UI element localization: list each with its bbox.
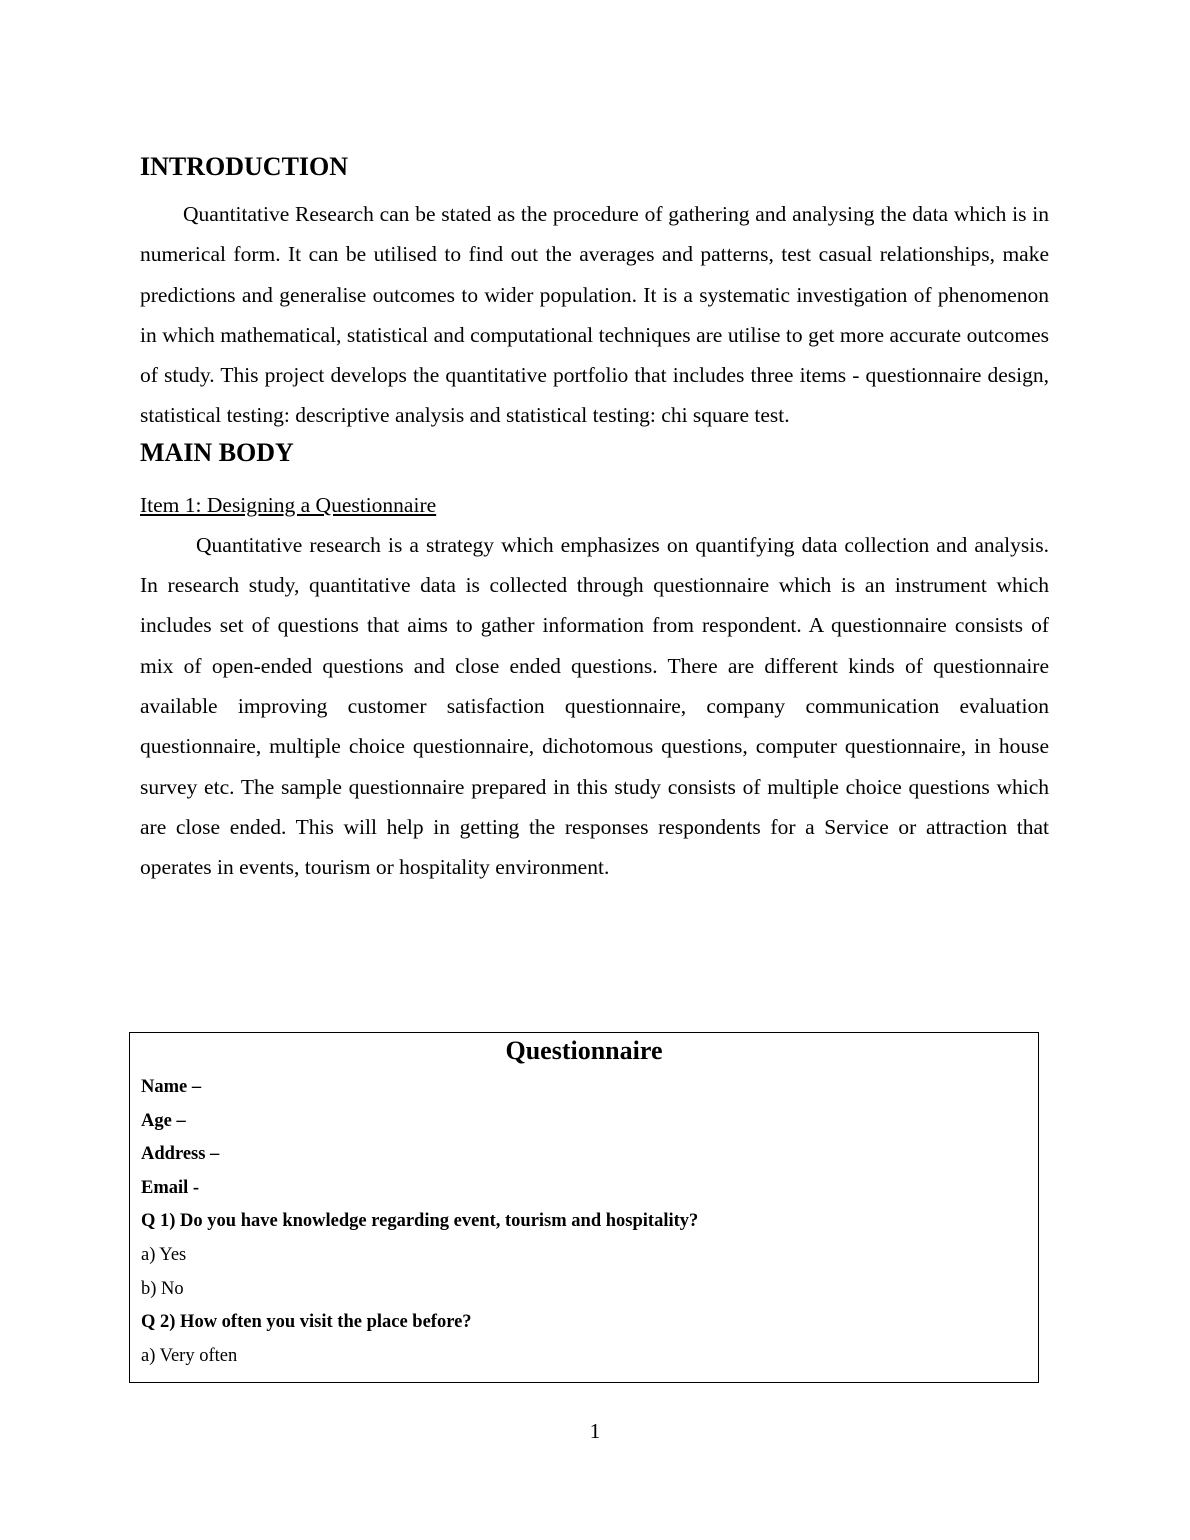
questionnaire-box <box>129 1032 1039 1383</box>
item1-heading: Item 1: Designing a Questionnaire <box>140 492 437 517</box>
q1-question: Q 1) Do you have knowledge regarding event, tourism and hospitality? <box>141 1211 699 1232</box>
item1-paragraph: Quantitative research is a strategy which emphasizes on quantifying data collection and analysis. In research study, quantitative data is collected through questionnaire which is an instrument which includes set of questions that aims to gather information from respondent. A questionnaire consists of mix of open-ended questions and close ended questions. There are different kinds of questionnaire available improving customer satisfaction questionnaire, company communication evaluation questionnaire, multiple choice questionnaire, dichotomous questions, computer questionnaire, in house survey etc. The sample questionnaire prepared in this study consists of multiple choice questions which are close ended. This will help in getting the responses respondents for a Service or attraction that operates in events, tourism or hospitality environment. <box>140 532 1049 880</box>
page-number: 1 <box>589 1419 601 1443</box>
name-label: Name – <box>141 1077 202 1097</box>
q2-question: Q 2) How often you visit the place before? <box>141 1312 472 1333</box>
age-label: Age – <box>141 1110 186 1131</box>
page-content <box>140 150 1049 887</box>
address-label: Address – <box>141 1144 220 1165</box>
questionnaire-title: Questionnaire <box>505 1036 663 1065</box>
introduction-heading: INTRODUCTION <box>140 152 349 181</box>
q2-option-a: a) Very often <box>141 1345 238 1366</box>
q1-option-a: a) Yes <box>141 1244 187 1265</box>
main-body-heading: MAIN BODY <box>140 437 294 467</box>
email-label: Email - <box>141 1177 200 1198</box>
introduction-paragraph: Quantitative Research can be stated as the procedure of gathering and analysing the data which is in numerical form. It can be utilised to find out the averages and patterns, test casual relationships, make predictions and generalise outcomes to wider population. It is a systematic investigation of phenomenon in which mathematical, statistical and computational techniques are utilise to get more accurate outcomes of study. This project develops the quantitative portfolio that includes three items - questionnaire design, statistical testing: descriptive analysis and statistical testing: chi square test. <box>140 202 1049 428</box>
questionnaire-lines <box>130 1071 1038 1373</box>
q1-option-b: b) No <box>141 1278 184 1299</box>
